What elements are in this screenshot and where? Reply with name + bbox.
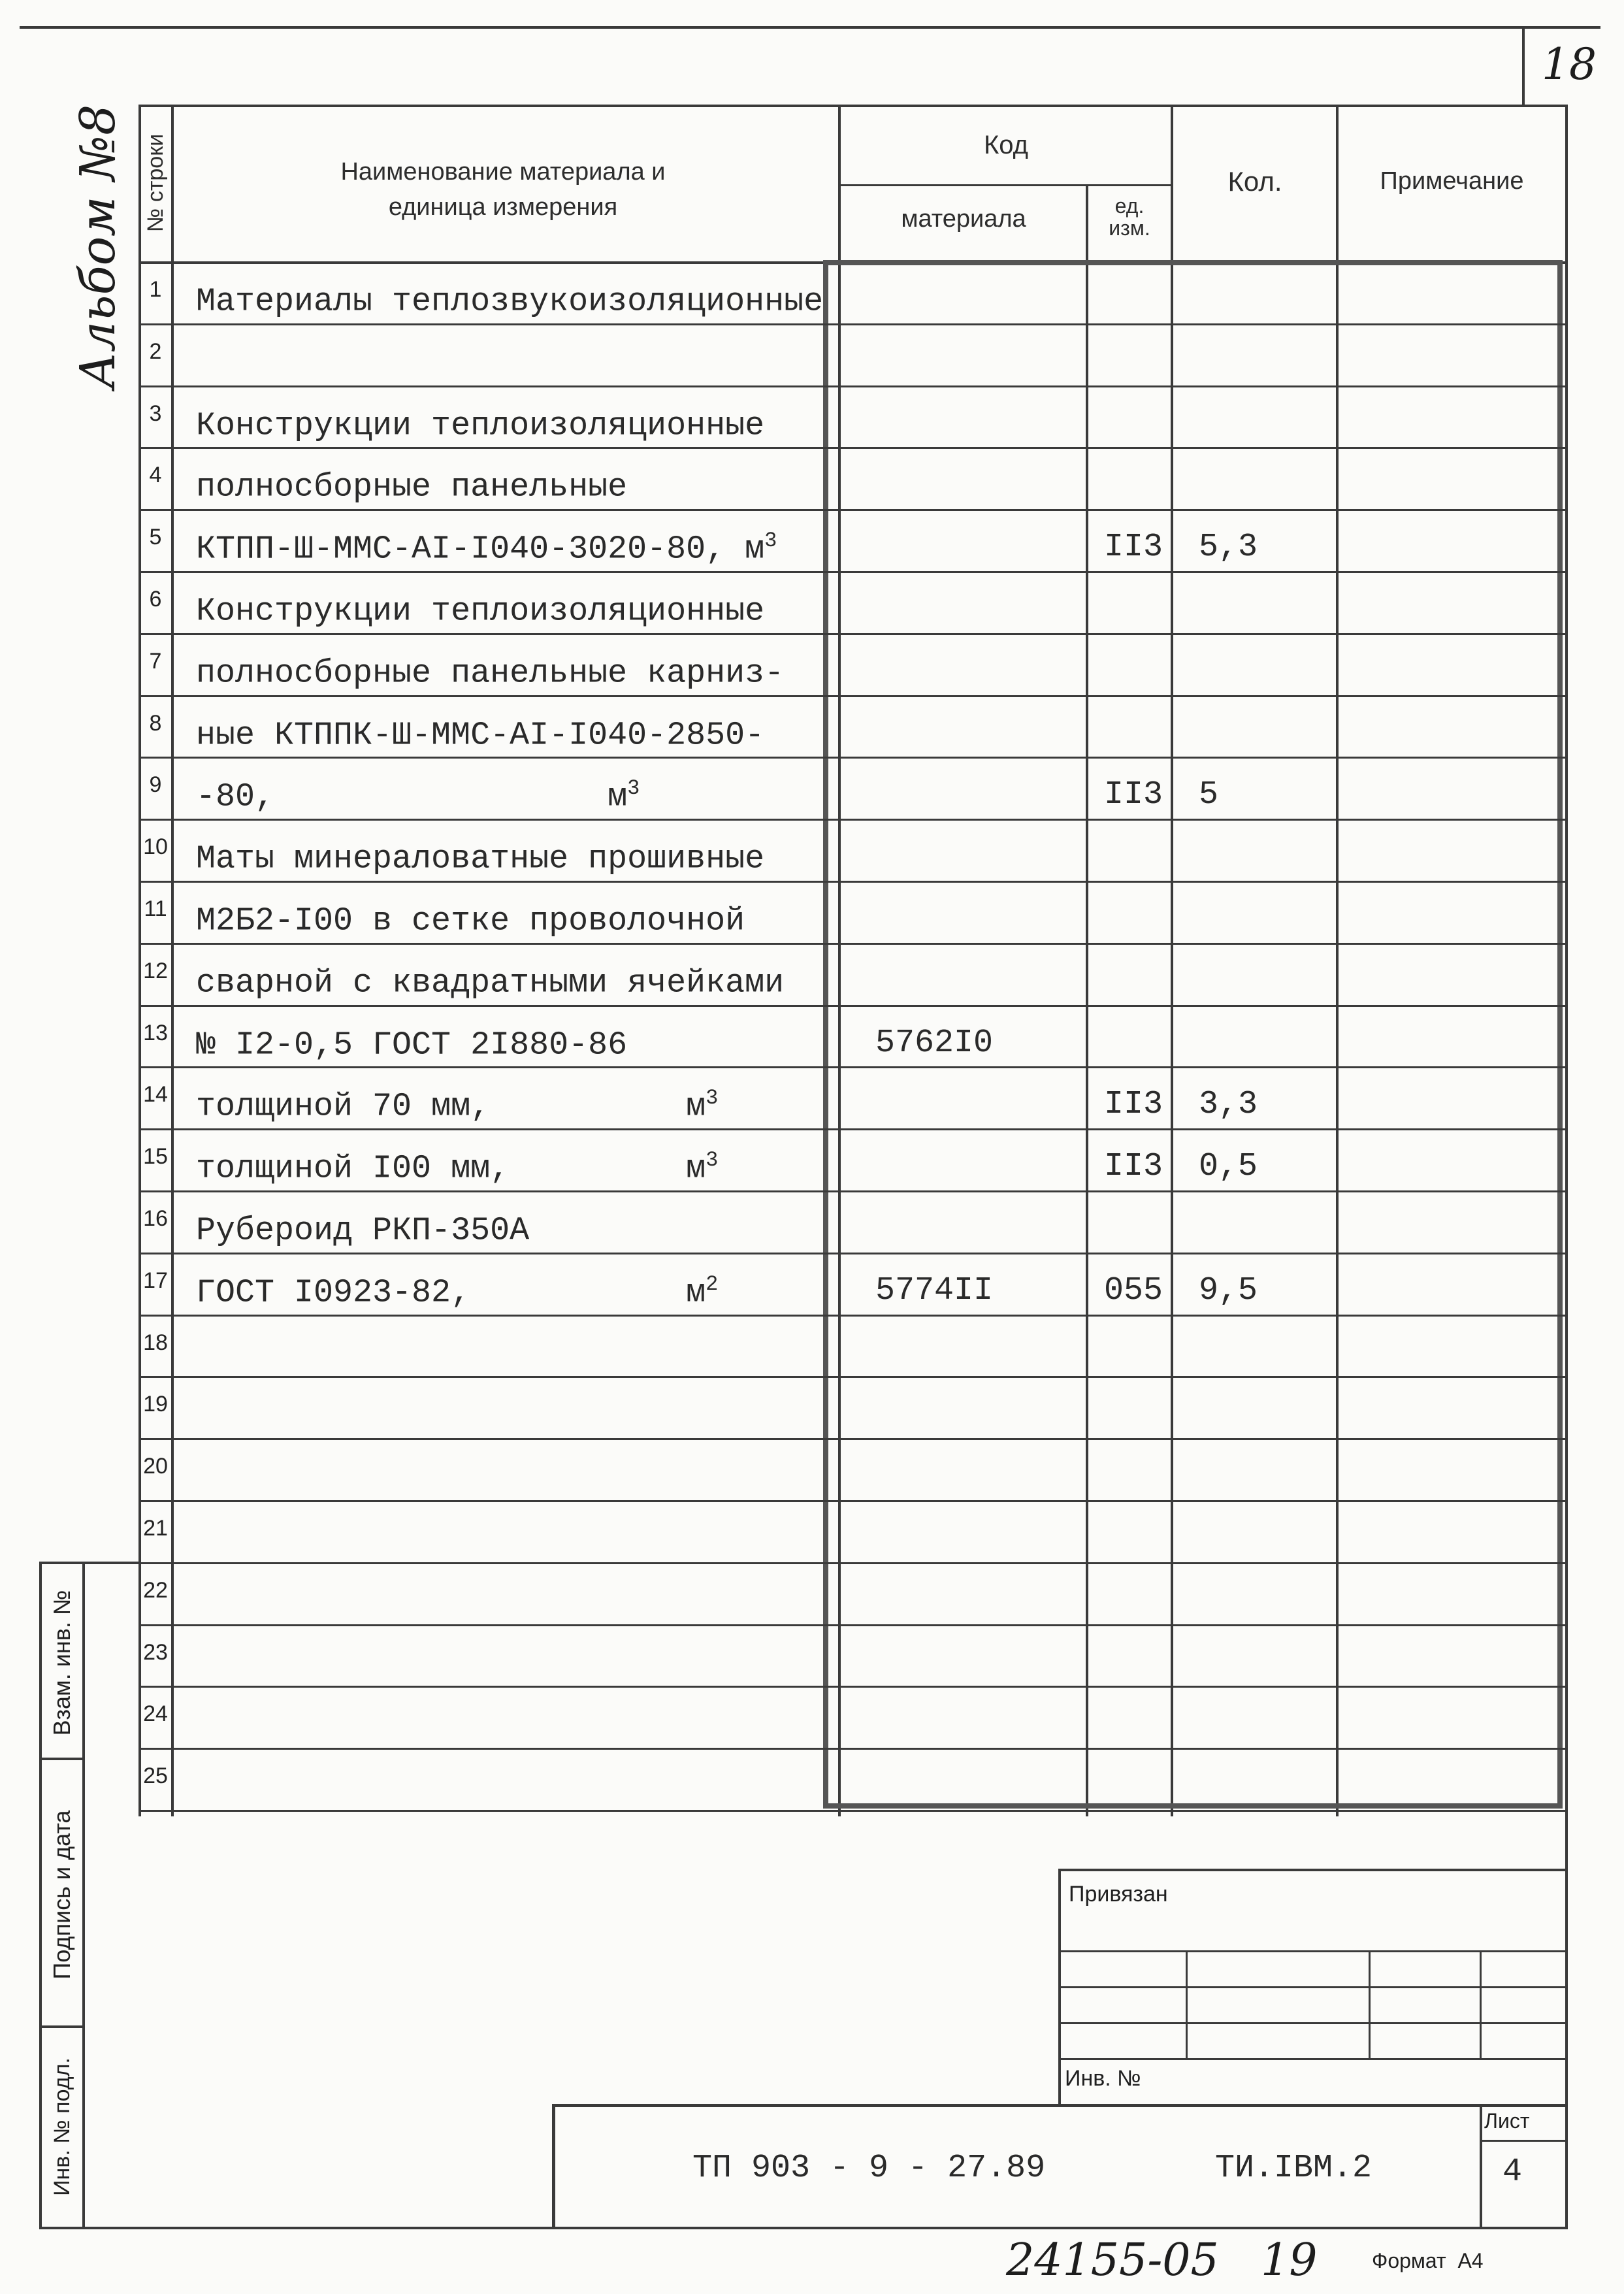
row-name bbox=[196, 776, 640, 816]
row-unit-exponent: 3 bbox=[706, 1148, 719, 1172]
row-name bbox=[196, 962, 784, 1002]
tb-grid-v1 bbox=[1186, 1950, 1188, 2058]
row-quantity: 5,3 bbox=[1199, 529, 1258, 566]
row-separator bbox=[138, 943, 1568, 945]
row-separator bbox=[138, 819, 1568, 821]
tb-doc-code: ТП 903 - 9 - 27.89 bbox=[692, 2150, 1046, 2187]
stamp-div2 bbox=[39, 2025, 85, 2028]
row-separator bbox=[138, 1005, 1568, 1007]
row-separator bbox=[138, 1253, 1568, 1254]
row-number: 14 bbox=[143, 1082, 168, 1107]
row-number: 16 bbox=[143, 1206, 168, 1231]
row-name bbox=[196, 467, 627, 506]
row-name-text: Конструкции теплоизоляционные bbox=[196, 407, 765, 445]
header-code-unit: ед. изм. bbox=[1109, 194, 1150, 240]
row-name bbox=[196, 281, 823, 321]
row-number: 10 bbox=[143, 834, 168, 859]
tb-main-top bbox=[552, 2104, 1568, 2107]
row-unit-exponent: 3 bbox=[764, 529, 777, 553]
footer-format: Формат А4 bbox=[1372, 2249, 1484, 2272]
table-right bbox=[1565, 105, 1568, 1816]
row-name-text: М2Б2-I00 в сетке проволочной bbox=[196, 902, 745, 940]
footer-archive-sheet: 19 bbox=[1261, 2235, 1318, 2286]
tb-privyazan: Привязан bbox=[1069, 1882, 1168, 1907]
row-unit-code: II3 bbox=[1104, 1086, 1163, 1123]
top-frame-line bbox=[20, 26, 1600, 29]
row-number: 15 bbox=[143, 1144, 168, 1169]
row-separator bbox=[138, 1562, 1568, 1564]
row-number: 21 bbox=[143, 1516, 168, 1541]
row-number: 18 bbox=[143, 1330, 168, 1355]
row-unit-exponent: 2 bbox=[706, 1272, 719, 1296]
tb-grid-h1 bbox=[1058, 1950, 1568, 1952]
row-name bbox=[196, 1210, 529, 1250]
row-number: 7 bbox=[149, 649, 162, 674]
header-note: Примечание bbox=[1380, 167, 1524, 195]
row-name-text: полносборные панельные карниз- bbox=[196, 655, 785, 693]
header-row-no: № строки bbox=[143, 133, 168, 233]
row-name-text: № I2-0,5 ГОСТ 2I880-86 bbox=[196, 1026, 628, 1064]
footer-archive-no: 24155-05 bbox=[1006, 2235, 1219, 2286]
row-name bbox=[196, 591, 764, 631]
tb-privyazan-top bbox=[1058, 1869, 1568, 1871]
row-number: 23 bbox=[143, 1640, 168, 1665]
stamp-bottom bbox=[39, 2227, 1568, 2229]
row-number: 4 bbox=[149, 463, 162, 487]
row-name-text: толщиной 70 мм, м bbox=[196, 1088, 706, 1126]
row-name-text: КТПП-Ш-ММС-АI-I040-3020-80, м bbox=[196, 531, 765, 568]
tb-main-left bbox=[552, 2104, 555, 2228]
table-col-rownum bbox=[171, 105, 174, 1816]
row-number: 3 bbox=[149, 401, 162, 426]
header-code: Код bbox=[983, 131, 1028, 159]
row-name-text: ные КТППК-Ш-ММС-АI-I040-2850- bbox=[196, 717, 765, 755]
stamp-div1 bbox=[39, 1758, 85, 1760]
tb-grid-v2 bbox=[1369, 1950, 1371, 2058]
row-name bbox=[196, 715, 764, 755]
row-number: 25 bbox=[143, 1763, 168, 1788]
row-unit-exponent: 3 bbox=[627, 776, 640, 800]
row-name bbox=[196, 1024, 627, 1064]
row-name-text: Конструкции теплоизоляционные bbox=[196, 593, 765, 631]
row-separator bbox=[138, 447, 1568, 449]
row-separator bbox=[138, 1810, 1568, 1812]
row-unit-code: 055 bbox=[1104, 1272, 1163, 1309]
stamp-podpis-data: Подпись и дата bbox=[48, 1810, 75, 1980]
row-name-text: Маты минераловатные прошивные bbox=[196, 840, 765, 878]
corner-box-left bbox=[1522, 26, 1525, 105]
row-separator bbox=[138, 1190, 1568, 1192]
row-name-text: Материалы теплозвукоизоляционные bbox=[196, 283, 824, 321]
row-unit-exponent: 3 bbox=[706, 1086, 719, 1110]
row-name bbox=[196, 1272, 718, 1312]
stamp-vzam-inv: Взам. инв. № bbox=[48, 1590, 75, 1736]
row-name bbox=[196, 900, 745, 940]
row-number: 19 bbox=[143, 1392, 168, 1417]
row-separator bbox=[138, 509, 1568, 511]
tb-doc-mark: ТИ.IВМ.2 bbox=[1215, 2150, 1372, 2187]
row-quantity: 0,5 bbox=[1199, 1148, 1258, 1185]
row-separator bbox=[138, 1500, 1568, 1502]
tb-grid-v3 bbox=[1480, 1950, 1482, 2058]
row-separator bbox=[138, 1128, 1568, 1130]
row-number: 2 bbox=[149, 339, 162, 364]
row-number: 17 bbox=[143, 1268, 168, 1293]
row-separator bbox=[138, 385, 1568, 387]
header-qty: Кол. bbox=[1227, 166, 1282, 197]
row-number: 9 bbox=[149, 772, 162, 797]
tb-grid-h3 bbox=[1058, 2022, 1568, 2024]
row-name bbox=[196, 1148, 718, 1188]
row-separator bbox=[138, 571, 1568, 573]
stamp-col-left bbox=[39, 1562, 42, 2228]
row-number: 6 bbox=[149, 587, 162, 612]
row-separator bbox=[138, 695, 1568, 697]
tb-grid-h4 bbox=[1058, 2058, 1568, 2060]
row-number: 1 bbox=[149, 277, 162, 302]
row-separator bbox=[138, 1624, 1568, 1626]
sheet-corner-number: 18 bbox=[1542, 39, 1597, 90]
row-name bbox=[196, 529, 777, 568]
tb-sheet-left bbox=[1480, 2104, 1482, 2228]
row-number: 11 bbox=[144, 896, 167, 921]
row-quantity: 3,3 bbox=[1199, 1086, 1258, 1123]
row-material-code: 5762I0 bbox=[875, 1024, 994, 1062]
row-unit-code: II3 bbox=[1104, 776, 1163, 813]
stamp-inv-podl: Инв. № подл. bbox=[50, 2057, 74, 2196]
album-label: Альбом №8 bbox=[70, 104, 126, 389]
row-separator bbox=[138, 1066, 1568, 1068]
stamp-top bbox=[39, 1562, 138, 1564]
row-name-text: ГОСТ I0923-82, м bbox=[196, 1274, 706, 1312]
tb-sheet-no: 4 bbox=[1502, 2154, 1523, 2191]
row-unit-code: II3 bbox=[1104, 529, 1163, 566]
header-code-material: материала bbox=[901, 205, 1026, 233]
row-quantity: 5 bbox=[1199, 776, 1219, 813]
row-separator bbox=[138, 1686, 1568, 1688]
tb-sheet-split bbox=[1480, 2140, 1568, 2142]
row-number: 5 bbox=[149, 525, 162, 549]
row-number: 8 bbox=[149, 711, 162, 736]
row-separator bbox=[138, 1315, 1568, 1317]
row-unit-code: II3 bbox=[1104, 1148, 1163, 1185]
row-name-text: сварной с квадратными ячейками bbox=[196, 964, 785, 1002]
row-material-code: 5774II bbox=[875, 1272, 994, 1309]
row-name bbox=[196, 838, 764, 878]
row-separator bbox=[138, 1376, 1568, 1378]
tb-inv-no: Инв. № bbox=[1065, 2066, 1141, 2091]
row-number: 24 bbox=[143, 1701, 168, 1726]
row-name-text: толщиной I00 мм, м bbox=[196, 1150, 706, 1188]
row-name-text: Рубероид РКП-350А bbox=[196, 1212, 530, 1250]
row-name-text: -80, м bbox=[196, 778, 628, 816]
row-name bbox=[196, 653, 784, 693]
row-separator bbox=[138, 1748, 1568, 1750]
code-split bbox=[838, 184, 1173, 186]
header-name: Наименование материала и единица измерения bbox=[340, 158, 666, 221]
tb-grid-h2 bbox=[1058, 1986, 1568, 1988]
row-separator bbox=[138, 881, 1568, 883]
row-name bbox=[196, 1086, 718, 1126]
row-name bbox=[196, 405, 764, 445]
row-quantity: 9,5 bbox=[1199, 1272, 1258, 1309]
row-name-text: полносборные панельные bbox=[196, 468, 628, 506]
row-separator bbox=[138, 633, 1568, 635]
row-separator bbox=[138, 323, 1568, 325]
row-separator bbox=[138, 757, 1568, 759]
row-number: 12 bbox=[143, 959, 168, 983]
row-number: 22 bbox=[143, 1578, 168, 1603]
stamp-col-mid bbox=[82, 1562, 85, 2228]
table-top bbox=[138, 105, 1568, 107]
row-separator bbox=[138, 1438, 1568, 1440]
tb-sheet-label: Лист bbox=[1484, 2109, 1530, 2133]
row-number: 20 bbox=[143, 1454, 168, 1479]
row-number: 13 bbox=[143, 1021, 168, 1045]
